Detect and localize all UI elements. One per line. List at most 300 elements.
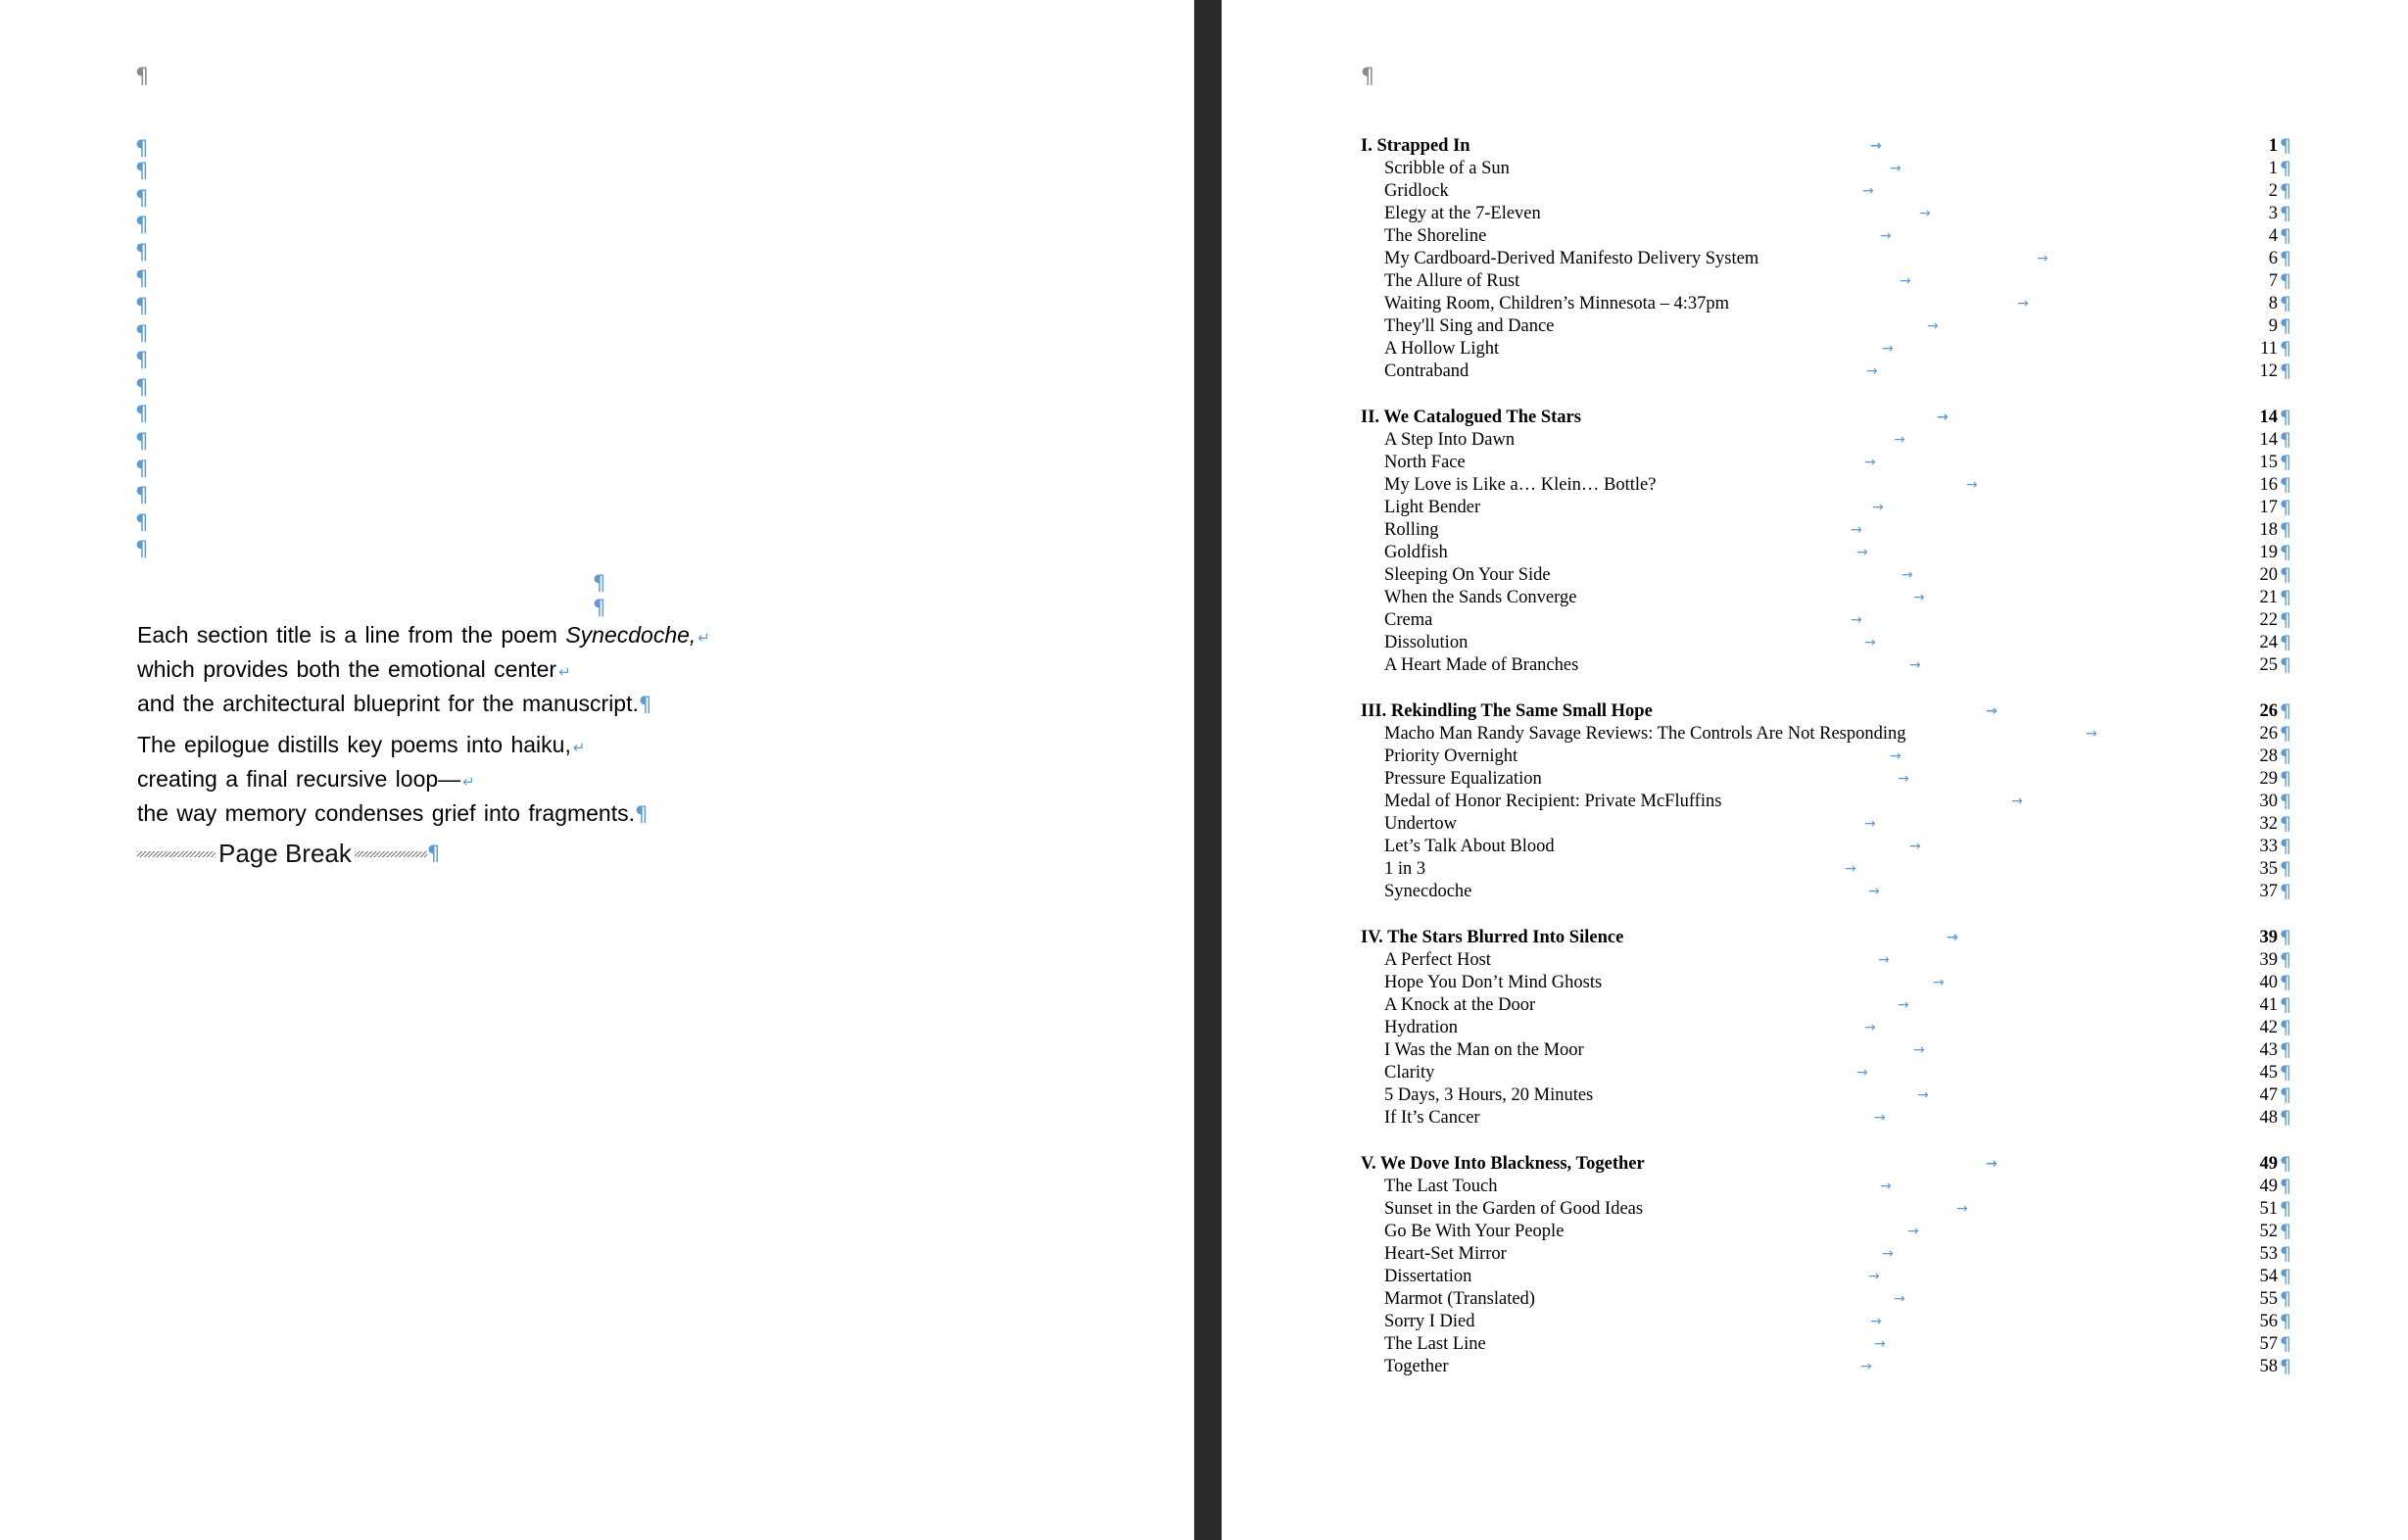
toc-entry[interactable] bbox=[1361, 949, 2291, 972]
toc-entry[interactable] bbox=[1361, 881, 2291, 903]
tab-arrow-mark: → bbox=[2011, 794, 2023, 809]
page-number: 1 bbox=[2268, 136, 2278, 156]
entry-title: Waiting Room, Children’s Minnesota – 4:37pm bbox=[1384, 294, 1730, 313]
epilogue-text: the way memory condenses grief into fragments. bbox=[137, 800, 636, 826]
tab-arrow-mark: → bbox=[1870, 138, 1882, 154]
empty-paragraph-mark: ¶ bbox=[593, 571, 606, 595]
paragraph-mark: ¶ bbox=[2279, 723, 2291, 745]
paragraph-mark: ¶ bbox=[2279, 1176, 2291, 1197]
page-number: 12 bbox=[2259, 361, 2278, 381]
tab-arrow-mark: → bbox=[1907, 1224, 1919, 1239]
empty-paragraph-marks bbox=[135, 137, 155, 565]
tab-arrow-mark: → bbox=[1927, 318, 1939, 334]
page-number: 35 bbox=[2259, 859, 2278, 879]
entry-title: They'll Sing and Dance bbox=[1384, 316, 1555, 336]
toc-spacer bbox=[1361, 1130, 2291, 1153]
tab-arrow-mark: → bbox=[1870, 1314, 1882, 1329]
toc-entry[interactable] bbox=[1361, 338, 2291, 361]
paragraph-mark: ¶ bbox=[2279, 949, 2291, 971]
entry-title: Together bbox=[1384, 1357, 1449, 1376]
page-number: 55 bbox=[2259, 1289, 2278, 1309]
entry-title: My Cardboard-Derived Manifesto Delivery System bbox=[1384, 249, 1759, 268]
toc-entry[interactable] bbox=[1361, 1356, 2291, 1378]
empty-paragraph-mark: ¶ bbox=[135, 239, 149, 264]
entry-title: Marmot (Translated) bbox=[1384, 1289, 1535, 1309]
toc-entry[interactable] bbox=[1361, 519, 2291, 542]
line-break-mark: ↵ bbox=[558, 663, 571, 681]
toc-entry[interactable] bbox=[1361, 858, 2291, 881]
paragraph-mark: ¶ bbox=[2279, 225, 2291, 247]
paragraph-mark: ¶ bbox=[2279, 203, 2291, 224]
paragraph-mark: ¶ bbox=[2279, 1266, 2291, 1287]
empty-paragraph-mark: ¶ bbox=[135, 293, 149, 317]
page-number: 32 bbox=[2259, 814, 2278, 834]
page-number: 54 bbox=[2259, 1267, 2278, 1286]
toc-entry[interactable] bbox=[1361, 1017, 2291, 1039]
tab-arrow-mark: → bbox=[1845, 861, 1856, 877]
page-number: 7 bbox=[2268, 271, 2278, 291]
toc-entry[interactable] bbox=[1361, 497, 2291, 519]
page-break-marker[interactable] bbox=[137, 839, 440, 869]
paragraph-mark: ¶ bbox=[638, 693, 652, 716]
entry-title: Sorry I Died bbox=[1384, 1312, 1475, 1331]
tab-arrow-mark: → bbox=[1864, 455, 1876, 470]
toc-spacer bbox=[1361, 677, 2291, 700]
paragraph-mark: ¶ bbox=[2279, 791, 2291, 812]
tab-arrow-mark: → bbox=[1851, 612, 1862, 628]
page-number: 40 bbox=[2259, 973, 2278, 992]
entry-title: Medal of Honor Recipient: Private McFluffins bbox=[1384, 792, 1722, 811]
page-number: 25 bbox=[2259, 655, 2278, 675]
paragraph-mark: ¶ bbox=[2279, 1062, 2291, 1083]
page-break-line bbox=[355, 851, 427, 857]
paragraph-mark: ¶ bbox=[2279, 927, 2291, 948]
entry-title: Dissolution bbox=[1384, 633, 1469, 652]
empty-paragraph-mark: ¶ bbox=[135, 456, 149, 480]
toc-entry[interactable] bbox=[1361, 158, 2291, 180]
toc-entry[interactable] bbox=[1361, 1062, 2291, 1084]
page-number: 45 bbox=[2259, 1063, 2278, 1083]
toc-spacer bbox=[1361, 903, 2291, 927]
paragraph-mark: ¶ bbox=[2279, 972, 2291, 993]
entry-title: Sunset in the Garden of Good Ideas bbox=[1384, 1199, 1644, 1219]
paragraph-mark: ¶ bbox=[426, 842, 441, 865]
page-number: 19 bbox=[2259, 543, 2278, 562]
page-number: 6 bbox=[2268, 249, 2278, 268]
paragraph-mark: ¶ bbox=[2279, 1221, 2291, 1242]
toc-entry[interactable] bbox=[1361, 1039, 2291, 1062]
tab-arrow-mark: → bbox=[1937, 409, 1949, 425]
entry-title: Scribble of a Sun bbox=[1384, 159, 1510, 178]
toc-entry[interactable] bbox=[1361, 315, 2291, 338]
page-number: 49 bbox=[2259, 1177, 2278, 1196]
entry-title: Clarity bbox=[1384, 1063, 1435, 1083]
entry-title: Elegy at the 7-Eleven bbox=[1384, 204, 1541, 223]
toc-section-heading[interactable] bbox=[1361, 135, 2291, 158]
toc-entry[interactable] bbox=[1361, 723, 2291, 746]
entry-title: If It’s Cancer bbox=[1384, 1108, 1480, 1128]
tab-arrow-mark: → bbox=[1966, 477, 1978, 493]
page-number: 29 bbox=[2259, 769, 2278, 789]
tab-arrow-mark: → bbox=[1880, 1179, 1892, 1194]
paragraph-mark: ¶ bbox=[2279, 542, 2291, 563]
toc-entry[interactable] bbox=[1361, 746, 2291, 768]
paragraph-mark: ¶ bbox=[2279, 700, 2291, 722]
toc-entry[interactable] bbox=[1361, 1198, 2291, 1221]
toc-entry[interactable] bbox=[1361, 225, 2291, 248]
entry-title: My Love is Like a… Klein… Bottle? bbox=[1384, 475, 1657, 495]
intro-text: which provides both the emotional center bbox=[137, 656, 557, 682]
toc-entry[interactable] bbox=[1361, 768, 2291, 791]
paragraph-mark: ¶ bbox=[2279, 587, 2291, 608]
paragraph-mark: ¶ bbox=[2279, 1107, 2291, 1129]
toc-entry[interactable] bbox=[1361, 1107, 2291, 1130]
tab-arrow-mark: → bbox=[1898, 997, 1909, 1013]
page-number: 8 bbox=[2268, 294, 2278, 313]
toc-entry[interactable] bbox=[1361, 609, 2291, 632]
paragraph-mark: ¶ bbox=[2279, 1153, 2291, 1175]
entry-title: Hydration bbox=[1384, 1018, 1459, 1037]
tab-arrow-mark: → bbox=[1866, 363, 1878, 379]
tab-arrow-mark: → bbox=[1933, 975, 1945, 990]
entry-title: 5 Days, 3 Hours, 20 Minutes bbox=[1384, 1085, 1594, 1105]
tab-arrow-mark: → bbox=[1856, 1065, 1868, 1081]
page-number: 15 bbox=[2259, 453, 2278, 472]
page-number: 17 bbox=[2259, 498, 2278, 517]
toc-entry[interactable] bbox=[1361, 474, 2291, 497]
page-number: 53 bbox=[2259, 1244, 2278, 1264]
page-number: 43 bbox=[2259, 1040, 2278, 1060]
page-number: 51 bbox=[2259, 1199, 2278, 1219]
tab-arrow-mark: → bbox=[1864, 816, 1876, 832]
tab-arrow-mark: → bbox=[2017, 296, 2029, 312]
page-number: 20 bbox=[2259, 565, 2278, 585]
toc-entry[interactable] bbox=[1361, 1176, 2291, 1198]
empty-paragraph-mark: ¶ bbox=[135, 509, 149, 534]
page-number: 1 bbox=[2268, 159, 2278, 178]
entry-title: Crema bbox=[1384, 610, 1433, 630]
tab-arrow-mark: → bbox=[1872, 500, 1884, 515]
paragraph-mark: ¶ bbox=[2279, 632, 2291, 653]
empty-paragraph-mark: ¶ bbox=[135, 185, 149, 210]
entry-title: North Face bbox=[1384, 453, 1466, 472]
paragraph-mark: ¶ bbox=[2279, 248, 2291, 269]
page-break-label: Page Break bbox=[218, 839, 352, 868]
paragraph-mark: ¶ bbox=[2279, 497, 2291, 518]
section-title: V. We Dove Into Blackness, Together bbox=[1361, 1154, 1645, 1174]
section-title: IV. The Stars Blurred Into Silence bbox=[1361, 928, 1624, 947]
toc-entry[interactable] bbox=[1361, 972, 2291, 994]
tab-arrow-mark: → bbox=[1862, 183, 1874, 199]
toc-section-heading[interactable] bbox=[1361, 407, 2291, 429]
entry-title: Goldfish bbox=[1384, 543, 1448, 562]
toc-entry[interactable] bbox=[1361, 1084, 2291, 1107]
tab-arrow-mark: → bbox=[1986, 703, 1998, 719]
paragraph-mark: ¶ bbox=[2279, 858, 2291, 880]
entry-title: Pressure Equalization bbox=[1384, 769, 1542, 789]
entry-title: Priority Overnight bbox=[1384, 746, 1518, 766]
entry-title: 1 in 3 bbox=[1384, 859, 1426, 879]
empty-paragraph-mark: ¶ bbox=[135, 483, 149, 507]
page-number: 11 bbox=[2260, 339, 2278, 359]
empty-paragraph-mark: ¶ bbox=[135, 266, 149, 291]
paragraph-mark: ¶ bbox=[2279, 1084, 2291, 1106]
paragraph-mark: ¶ bbox=[2279, 813, 2291, 835]
entry-title: A Hollow Light bbox=[1384, 339, 1500, 359]
tab-arrow-mark: → bbox=[1880, 228, 1892, 244]
page-number: 39 bbox=[2259, 928, 2278, 947]
tab-arrow-mark: → bbox=[1878, 952, 1890, 968]
line-break-mark: ↵ bbox=[462, 773, 475, 791]
entry-title: The Last Touch bbox=[1384, 1177, 1498, 1196]
page-number: 52 bbox=[2259, 1222, 2278, 1241]
paragraph-mark: ¶ bbox=[2279, 1333, 2291, 1355]
entry-title: A Knock at the Door bbox=[1384, 995, 1536, 1015]
entry-title: Heart-Set Mirror bbox=[1384, 1244, 1507, 1264]
section-title: III. Rekindling The Same Small Hope bbox=[1361, 701, 1653, 721]
tab-arrow-mark: → bbox=[1956, 1201, 1968, 1217]
entry-title: Gridlock bbox=[1384, 181, 1449, 201]
page-number: 57 bbox=[2259, 1334, 2278, 1354]
page-break-line bbox=[137, 851, 216, 857]
tab-arrow-mark: → bbox=[1890, 161, 1902, 176]
paragraph-mark: ¶ bbox=[2279, 315, 2291, 337]
toc-entry[interactable] bbox=[1361, 1266, 2291, 1288]
page-number: 30 bbox=[2259, 792, 2278, 811]
page-number: 26 bbox=[2259, 701, 2278, 721]
paragraph-mark: ¶ bbox=[2279, 1243, 2291, 1265]
toc-entry[interactable] bbox=[1361, 791, 2291, 813]
section-title: I. Strapped In bbox=[1361, 136, 1470, 156]
empty-paragraph-mark: ¶ bbox=[135, 428, 149, 453]
paragraph-mark: ¶ bbox=[635, 802, 649, 826]
poem-title-synecdoche: Synecdoche, bbox=[565, 622, 697, 648]
tab-arrow-mark: → bbox=[1900, 273, 1911, 289]
paragraph-mark: ¶ bbox=[2279, 474, 2291, 496]
page-number: 22 bbox=[2259, 610, 2278, 630]
entry-title: Dissertation bbox=[1384, 1267, 1472, 1286]
toc-entry[interactable] bbox=[1361, 248, 2291, 270]
entry-title: A Step Into Dawn bbox=[1384, 430, 1516, 450]
tab-arrow-mark: → bbox=[1882, 341, 1894, 357]
page-number: 48 bbox=[2259, 1108, 2278, 1128]
epilogue-line-2 bbox=[137, 763, 725, 797]
entry-title: The Last Line bbox=[1384, 1334, 1486, 1354]
entry-title: Go Be With Your People bbox=[1384, 1222, 1565, 1241]
page-number: 56 bbox=[2259, 1312, 2278, 1331]
paragraph-mark: ¶ bbox=[2279, 270, 2291, 292]
page-gutter bbox=[1194, 0, 1222, 1540]
intro-paragraph[interactable] bbox=[137, 619, 725, 719]
intro-text: and the architectural blueprint for the manuscript. bbox=[137, 691, 639, 716]
toc-entry[interactable] bbox=[1361, 632, 2291, 654]
tab-arrow-mark: → bbox=[1913, 1042, 1925, 1058]
entry-title: Synecdoche bbox=[1384, 882, 1472, 901]
toc-entry[interactable] bbox=[1361, 994, 2291, 1017]
empty-paragraph-mark: ¶ bbox=[135, 374, 149, 399]
toc-entry[interactable] bbox=[1361, 836, 2291, 858]
header-pilcrow: ¶ bbox=[135, 65, 149, 89]
toc-entry[interactable] bbox=[1361, 180, 2291, 203]
entry-title: A Perfect Host bbox=[1384, 950, 1491, 970]
page-number: 2 bbox=[2268, 181, 2278, 201]
tab-arrow-mark: → bbox=[1874, 1336, 1886, 1352]
paragraph-mark: ¶ bbox=[2279, 994, 2291, 1016]
tab-arrow-mark: → bbox=[2037, 251, 2048, 266]
intro-line-1 bbox=[137, 619, 725, 653]
paragraph-mark: ¶ bbox=[2279, 609, 2291, 631]
toc-spacer bbox=[1361, 383, 2291, 407]
epilogue-line-3 bbox=[137, 797, 725, 829]
entry-title: Light Bender bbox=[1384, 498, 1481, 517]
paragraph-mark: ¶ bbox=[2279, 564, 2291, 586]
toc-entry[interactable] bbox=[1361, 293, 2291, 315]
empty-paragraph-mark: ¶ bbox=[593, 596, 606, 619]
tab-arrow-mark: → bbox=[1860, 1359, 1872, 1374]
tab-arrow-mark: → bbox=[1902, 567, 1913, 583]
tab-arrow-mark: → bbox=[1913, 590, 1925, 605]
epilogue-text: The epilogue distills key poems into haiku, bbox=[137, 732, 571, 757]
tab-arrow-mark: → bbox=[1894, 432, 1905, 448]
paragraph-mark: ¶ bbox=[2279, 746, 2291, 767]
toc-entry[interactable] bbox=[1361, 564, 2291, 587]
page-number: 37 bbox=[2259, 882, 2278, 901]
paragraph-mark: ¶ bbox=[2279, 338, 2291, 360]
paragraph-mark: ¶ bbox=[2279, 1288, 2291, 1310]
empty-paragraph-mark: ¶ bbox=[135, 159, 149, 182]
paragraph-mark: ¶ bbox=[2279, 407, 2291, 428]
entry-title: The Allure of Rust bbox=[1384, 271, 1520, 291]
tab-arrow-mark: → bbox=[1917, 1087, 1929, 1103]
entry-title: Undertow bbox=[1384, 814, 1457, 834]
tab-arrow-mark: → bbox=[1882, 1246, 1894, 1262]
entry-title: When the Sands Converge bbox=[1384, 588, 1577, 607]
paragraph-mark: ¶ bbox=[2279, 429, 2291, 451]
page-number: 18 bbox=[2259, 520, 2278, 540]
toc-entry[interactable] bbox=[1361, 270, 2291, 293]
tab-arrow-mark: → bbox=[1874, 1110, 1886, 1126]
entry-title: Rolling bbox=[1384, 520, 1439, 540]
empty-paragraph-mark: ¶ bbox=[135, 402, 149, 426]
intro-line-3 bbox=[137, 688, 725, 719]
paragraph-mark: ¶ bbox=[2279, 768, 2291, 790]
line-break-mark: ↵ bbox=[572, 739, 586, 756]
paragraph-mark: ¶ bbox=[2279, 180, 2291, 202]
tab-arrow-mark: → bbox=[1919, 206, 1931, 221]
paragraph-mark: ¶ bbox=[2279, 293, 2291, 314]
empty-paragraph-mark: ¶ bbox=[135, 320, 149, 345]
page-number: 21 bbox=[2259, 588, 2278, 607]
page-number: 41 bbox=[2259, 995, 2278, 1015]
page-number: 24 bbox=[2259, 633, 2278, 652]
empty-paragraph-mark: ¶ bbox=[135, 537, 149, 561]
page-number: 39 bbox=[2259, 950, 2278, 970]
paragraph-mark: ¶ bbox=[2279, 519, 2291, 541]
page-number: 42 bbox=[2259, 1018, 2278, 1037]
page-number: 47 bbox=[2259, 1085, 2278, 1105]
toc-entry[interactable] bbox=[1361, 654, 2291, 677]
paragraph-mark: ¶ bbox=[2279, 135, 2291, 157]
page-number: 3 bbox=[2268, 204, 2278, 223]
intro-text: Each section title is a line from the poem bbox=[137, 622, 566, 648]
empty-paragraph-mark: ¶ bbox=[135, 348, 149, 372]
page-number: 49 bbox=[2259, 1154, 2278, 1174]
toc-entry[interactable] bbox=[1361, 1288, 2291, 1311]
tab-arrow-mark: → bbox=[1868, 1269, 1880, 1284]
paragraph-mark: ¶ bbox=[2279, 881, 2291, 902]
entry-title: Hope You Don’t Mind Ghosts bbox=[1384, 973, 1603, 992]
paragraph-mark: ¶ bbox=[2279, 1198, 2291, 1220]
entry-title: A Heart Made of Branches bbox=[1384, 655, 1579, 675]
tab-arrow-mark: → bbox=[1986, 1156, 1998, 1172]
tab-arrow-mark: → bbox=[1864, 1020, 1876, 1035]
empty-paragraph-mark: ¶ bbox=[135, 136, 149, 160]
paragraph-mark: ¶ bbox=[2279, 452, 2291, 473]
epilogue-paragraph[interactable] bbox=[137, 729, 725, 829]
toc-entry[interactable] bbox=[1361, 587, 2291, 609]
entry-title: I Was the Man on the Moor bbox=[1384, 1040, 1584, 1060]
tab-arrow-mark: → bbox=[1947, 930, 1958, 945]
page-number: 9 bbox=[2268, 316, 2278, 336]
header-pilcrow: ¶ bbox=[1361, 65, 1374, 89]
table-of-contents bbox=[1361, 135, 2291, 1378]
epilogue-text: creating a final recursive loop— bbox=[137, 766, 461, 792]
tab-arrow-mark: → bbox=[1851, 522, 1862, 538]
tab-arrow-mark: → bbox=[1868, 884, 1880, 899]
paragraph-mark: ¶ bbox=[2279, 1311, 2291, 1332]
empty-paragraph-mark: ¶ bbox=[135, 213, 149, 237]
tab-arrow-mark: → bbox=[1909, 657, 1921, 673]
toc-section-heading[interactable] bbox=[1361, 927, 2291, 949]
tab-arrow-mark: → bbox=[1898, 771, 1909, 787]
paragraph-mark: ¶ bbox=[2279, 654, 2291, 676]
toc-entry[interactable] bbox=[1361, 361, 2291, 383]
intro-line-2 bbox=[137, 653, 725, 688]
page-number: 28 bbox=[2259, 746, 2278, 766]
toc-entry[interactable] bbox=[1361, 813, 2291, 836]
toc-entry[interactable] bbox=[1361, 1333, 2291, 1356]
tab-arrow-mark: → bbox=[2086, 726, 2097, 742]
tab-arrow-mark: → bbox=[1894, 1291, 1905, 1307]
page-number: 14 bbox=[2259, 430, 2278, 450]
paragraph-mark: ¶ bbox=[2279, 1017, 2291, 1038]
epilogue-line-1 bbox=[137, 729, 725, 763]
toc-entry[interactable] bbox=[1361, 429, 2291, 452]
page-number: 14 bbox=[2259, 408, 2278, 427]
page-number: 4 bbox=[2268, 226, 2278, 246]
toc-entry[interactable] bbox=[1361, 542, 2291, 564]
tab-arrow-mark: → bbox=[1909, 839, 1921, 854]
toc-section-heading[interactable] bbox=[1361, 1153, 2291, 1176]
toc-section-heading[interactable] bbox=[1361, 700, 2291, 723]
toc-entry[interactable] bbox=[1361, 1243, 2291, 1266]
toc-entry[interactable] bbox=[1361, 1311, 2291, 1333]
tab-arrow-mark: → bbox=[1864, 635, 1876, 650]
entry-title: Contraband bbox=[1384, 361, 1469, 381]
toc-entry[interactable] bbox=[1361, 203, 2291, 225]
page-number: 58 bbox=[2259, 1357, 2278, 1376]
entry-title: The Shoreline bbox=[1384, 226, 1487, 246]
page-number: 33 bbox=[2259, 837, 2278, 856]
paragraph-mark: ¶ bbox=[2279, 361, 2291, 382]
toc-entry[interactable] bbox=[1361, 1221, 2291, 1243]
paragraph-mark: ¶ bbox=[2279, 836, 2291, 857]
left-page bbox=[0, 0, 1194, 1540]
toc-entry[interactable] bbox=[1361, 452, 2291, 474]
page-number: 16 bbox=[2259, 475, 2278, 495]
section-title: II. We Catalogued The Stars bbox=[1361, 408, 1581, 427]
tab-arrow-mark: → bbox=[1856, 545, 1868, 560]
